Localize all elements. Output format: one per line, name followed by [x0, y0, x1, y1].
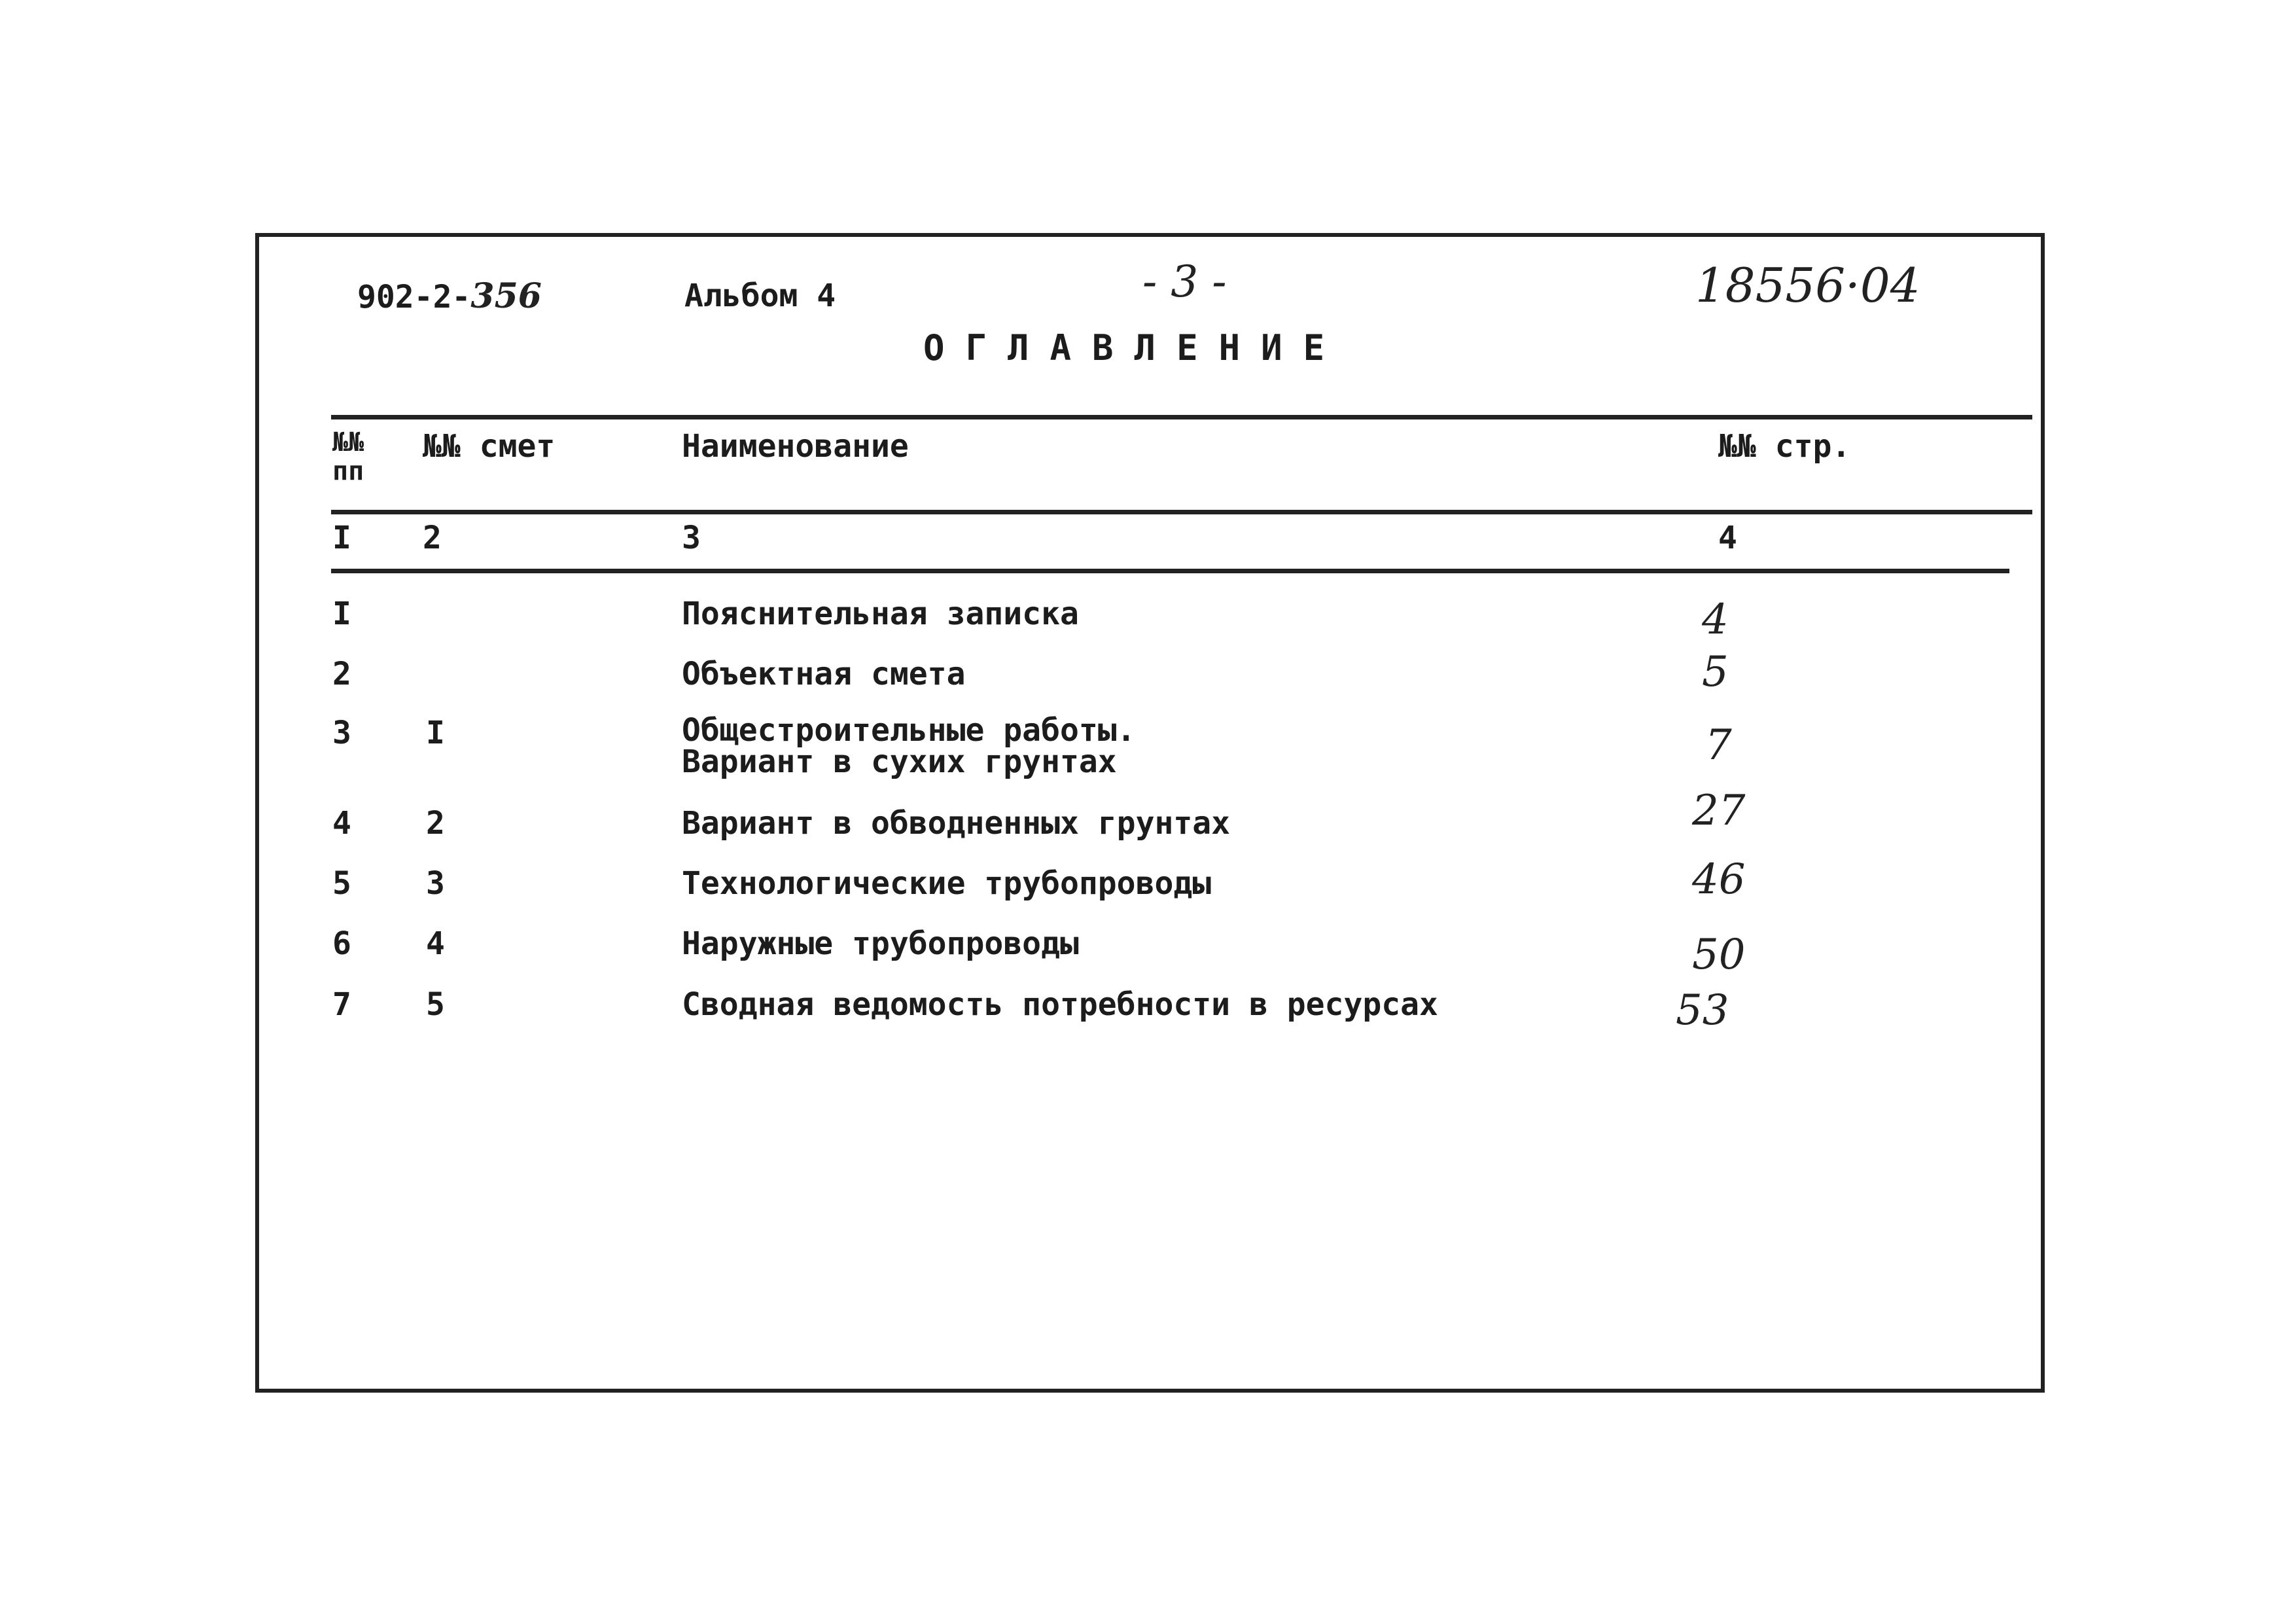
- doc-code-handwritten: 356: [470, 276, 542, 316]
- colnum-4: 4: [1718, 520, 1737, 556]
- header-row-number: [332, 428, 364, 486]
- row-5-page: 46: [1692, 855, 1746, 904]
- row-4-estimate: 2: [426, 805, 445, 842]
- row-5-name: Технологические трубопроводы: [682, 865, 1212, 902]
- row-1-number: I: [332, 596, 351, 632]
- header-name: Наименование: [682, 428, 909, 465]
- colnum-3: 3: [682, 520, 701, 556]
- row-4-number: 4: [332, 805, 351, 842]
- header-page: №№ стр.: [1718, 428, 1851, 465]
- doc-code-printed: 902-2-: [357, 279, 471, 315]
- row-7-page: 53: [1676, 986, 1729, 1035]
- document-frame: [255, 233, 2045, 1393]
- header-row-number-line2: пп: [332, 456, 364, 486]
- row-2-name: Объектная смета: [682, 656, 966, 692]
- row-3-name-line2: Вариант в сухих грунтах: [682, 743, 1117, 780]
- album-label: Альбом 4: [684, 277, 836, 314]
- header-estimate-number: №№ смет: [423, 428, 556, 465]
- page-title: ОГЛАВЛЕНИЕ: [923, 327, 1346, 368]
- row-3-name: [682, 712, 1136, 780]
- row-3-page: 7: [1705, 721, 1732, 770]
- row-2-number: 2: [332, 656, 351, 692]
- row-2-page: 5: [1702, 648, 1729, 696]
- doc-code: [357, 276, 542, 316]
- header-bottom-rule: [331, 510, 2032, 514]
- row-7-name: Сводная ведомость потребности в ресурсах: [682, 986, 1438, 1023]
- colnum-1: I: [332, 520, 351, 556]
- page-number: - 3 -: [1142, 257, 1227, 307]
- header-row-number-line1: №№: [332, 427, 364, 457]
- row-3-name-line1: Общестроительные работы.: [682, 712, 1136, 749]
- inventory-number: 18556·04: [1695, 258, 1920, 313]
- row-3-number: 3: [332, 715, 351, 751]
- row-6-page: 50: [1692, 931, 1746, 979]
- row-6-estimate: 4: [426, 925, 445, 962]
- row-4-page: 27: [1692, 787, 1746, 835]
- table-top-rule: [331, 415, 2032, 419]
- row-6-name: Наружные трубопроводы: [682, 925, 1079, 962]
- row-6-number: 6: [332, 925, 351, 962]
- row-1-page: 4: [1702, 596, 1729, 644]
- column-numbers-rule: [331, 569, 2009, 573]
- row-7-number: 7: [332, 986, 351, 1023]
- row-4-name: Вариант в обводненных грунтах: [682, 805, 1231, 842]
- colnum-2: 2: [423, 520, 442, 556]
- row-1-name: Пояснительная записка: [682, 596, 1079, 632]
- row-7-estimate: 5: [426, 986, 445, 1023]
- row-5-estimate: 3: [426, 865, 445, 902]
- row-5-number: 5: [332, 865, 351, 902]
- row-3-estimate: I: [426, 715, 445, 751]
